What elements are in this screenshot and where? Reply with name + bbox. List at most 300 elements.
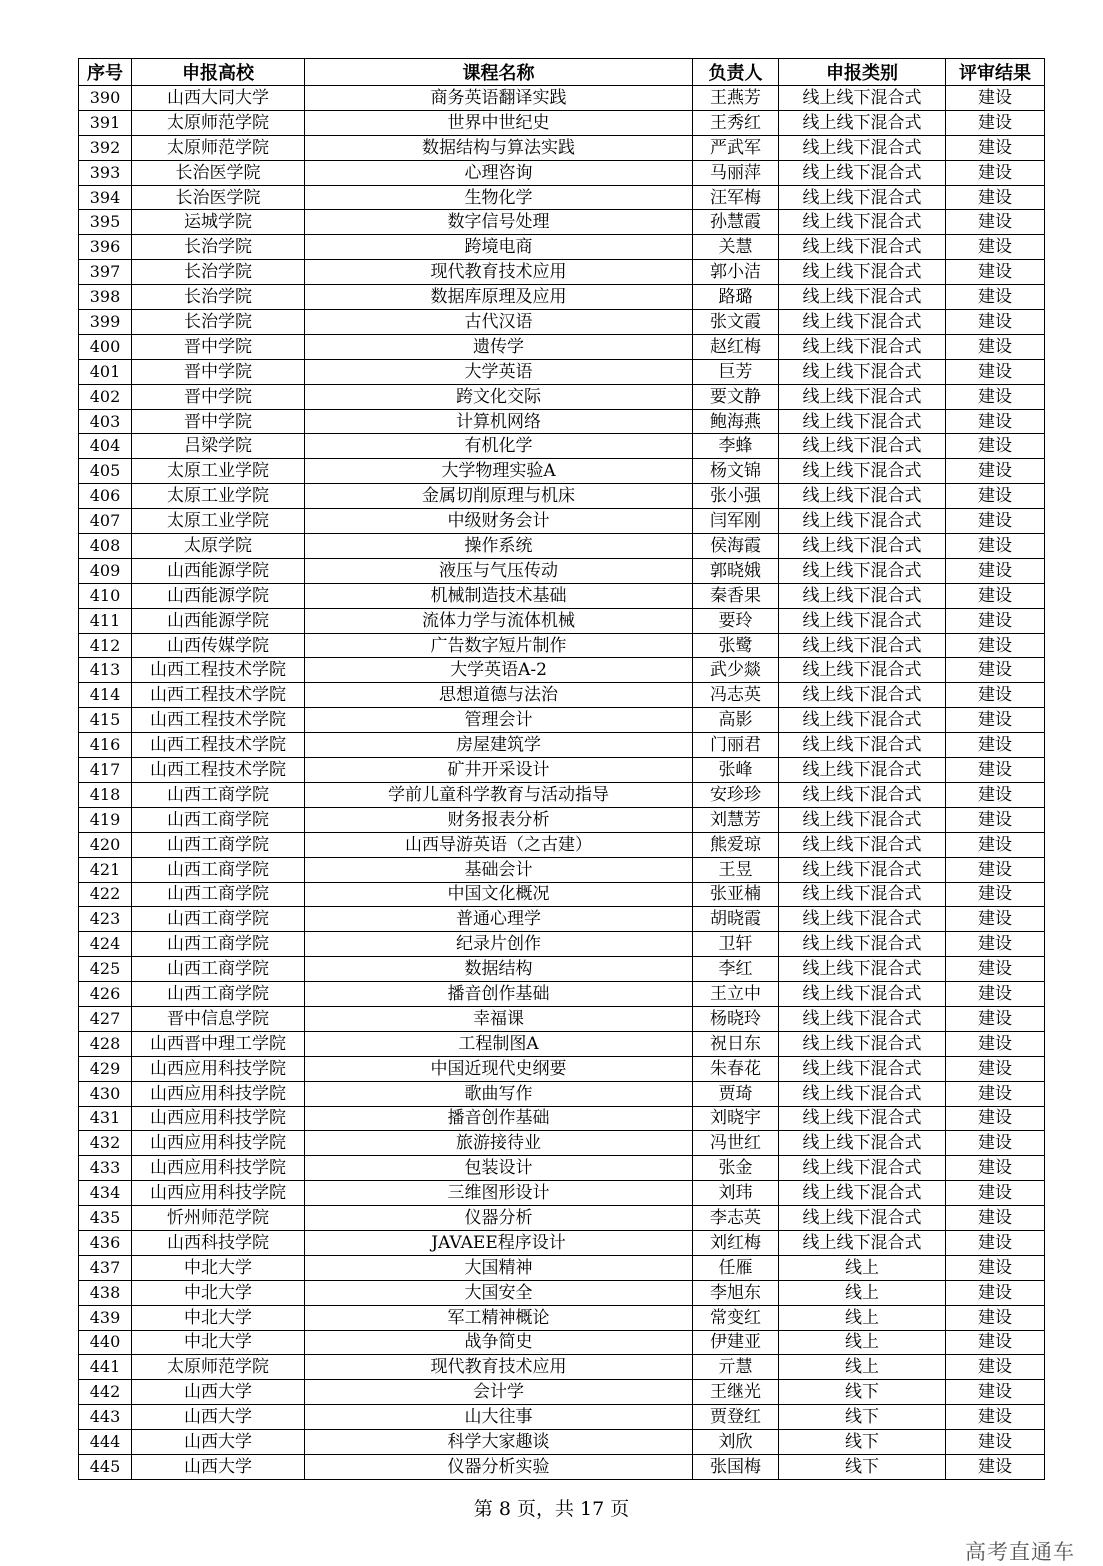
cell-leader: 常变红 — [693, 1305, 779, 1330]
cell-category: 线下 — [779, 1405, 946, 1430]
cell-category: 线上线下混合式 — [779, 708, 946, 733]
cell-index: 439 — [79, 1305, 132, 1330]
cell-university: 山西工商学院 — [132, 982, 305, 1007]
cell-course: 大学物理实验A — [305, 459, 693, 484]
cell-category: 线上线下混合式 — [779, 285, 946, 310]
cell-category: 线上线下混合式 — [779, 160, 946, 185]
cell-leader: 关慧 — [693, 235, 779, 260]
table-row — [79, 807, 1045, 832]
cell-course: 机械制造技术基础 — [305, 583, 693, 608]
cell-course: 工程制图A — [305, 1031, 693, 1056]
cell-category: 线上线下混合式 — [779, 1230, 946, 1255]
cell-course: 液压与气压传动 — [305, 558, 693, 583]
cell-course: 思想道德与法治 — [305, 683, 693, 708]
cell-index: 429 — [79, 1056, 132, 1081]
cell-category: 线上线下混合式 — [779, 135, 946, 160]
cell-course: 房屋建筑学 — [305, 733, 693, 758]
table-row — [79, 534, 1045, 559]
cell-category: 线上线下混合式 — [779, 310, 946, 335]
cell-index: 391 — [79, 110, 132, 135]
cell-university: 长治学院 — [132, 285, 305, 310]
table-row — [79, 782, 1045, 807]
cell-index: 392 — [79, 135, 132, 160]
cell-leader: 冯志英 — [693, 683, 779, 708]
cell-course: 会计学 — [305, 1380, 693, 1405]
cell-result: 建设 — [946, 459, 1045, 484]
cell-university: 太原师范学院 — [132, 135, 305, 160]
cell-category: 线上线下混合式 — [779, 658, 946, 683]
cell-leader: 李红 — [693, 957, 779, 982]
cell-result: 建设 — [946, 1454, 1045, 1479]
cell-result: 建设 — [946, 484, 1045, 509]
header-category: 申报类别 — [779, 59, 946, 86]
cell-course: 战争简史 — [305, 1330, 693, 1355]
cell-leader: 刘玮 — [693, 1181, 779, 1206]
cell-leader: 王昱 — [693, 857, 779, 882]
cell-result: 建设 — [946, 683, 1045, 708]
cell-university: 山西应用科技学院 — [132, 1181, 305, 1206]
cell-university: 山西科技学院 — [132, 1230, 305, 1255]
cell-leader: 闫军刚 — [693, 509, 779, 534]
cell-result: 建设 — [946, 409, 1045, 434]
cell-leader: 要玲 — [693, 608, 779, 633]
table-row — [79, 1230, 1045, 1255]
cell-category: 线上线下混合式 — [779, 758, 946, 783]
table-row — [79, 260, 1045, 285]
cell-course: 播音创作基础 — [305, 1106, 693, 1131]
cell-category: 线上线下混合式 — [779, 608, 946, 633]
cell-result: 建设 — [946, 882, 1045, 907]
cell-university: 山西晋中理工学院 — [132, 1031, 305, 1056]
cell-index: 405 — [79, 459, 132, 484]
cell-leader: 张峰 — [693, 758, 779, 783]
cell-category: 线上线下混合式 — [779, 832, 946, 857]
cell-result: 建设 — [946, 608, 1045, 633]
table-row — [79, 1131, 1045, 1156]
cell-index: 427 — [79, 1006, 132, 1031]
cell-course: 中级财务会计 — [305, 509, 693, 534]
cell-course: 幸福课 — [305, 1006, 693, 1031]
table-row — [79, 683, 1045, 708]
cell-leader: 刘慧芳 — [693, 807, 779, 832]
cell-index: 434 — [79, 1181, 132, 1206]
cell-category: 线上线下混合式 — [779, 907, 946, 932]
cell-category: 线上 — [779, 1355, 946, 1380]
cell-leader: 贾琦 — [693, 1081, 779, 1106]
cell-index: 400 — [79, 334, 132, 359]
cell-course: 现代教育技术应用 — [305, 1355, 693, 1380]
cell-leader: 严武军 — [693, 135, 779, 160]
cell-category: 线上线下混合式 — [779, 334, 946, 359]
table-row — [79, 160, 1045, 185]
cell-leader: 张金 — [693, 1156, 779, 1181]
cell-category: 线上线下混合式 — [779, 1056, 946, 1081]
cell-result: 建设 — [946, 932, 1045, 957]
cell-index: 424 — [79, 932, 132, 957]
cell-category: 线上 — [779, 1280, 946, 1305]
cell-course: 军工精神概论 — [305, 1305, 693, 1330]
cell-index: 397 — [79, 260, 132, 285]
cell-university: 山西工商学院 — [132, 832, 305, 857]
cell-result: 建设 — [946, 359, 1045, 384]
cell-course: 数据结构 — [305, 957, 693, 982]
cell-leader: 王燕芳 — [693, 86, 779, 111]
cell-index: 409 — [79, 558, 132, 583]
cell-leader: 杨晓玲 — [693, 1006, 779, 1031]
cell-university: 山西应用科技学院 — [132, 1156, 305, 1181]
table-row — [79, 310, 1045, 335]
cell-result: 建设 — [946, 832, 1045, 857]
cell-leader: 张亚楠 — [693, 882, 779, 907]
cell-index: 437 — [79, 1255, 132, 1280]
cell-index: 433 — [79, 1156, 132, 1181]
cell-category: 线上线下混合式 — [779, 409, 946, 434]
cell-leader: 李蜂 — [693, 434, 779, 459]
table-row — [79, 185, 1045, 210]
cell-category: 线上线下混合式 — [779, 459, 946, 484]
cell-course: 心理咨询 — [305, 160, 693, 185]
cell-category: 线上线下混合式 — [779, 982, 946, 1007]
cell-result: 建设 — [946, 1330, 1045, 1355]
cell-index: 390 — [79, 86, 132, 111]
table-row — [79, 459, 1045, 484]
cell-result: 建设 — [946, 509, 1045, 534]
cell-index: 413 — [79, 658, 132, 683]
cell-leader: 张小强 — [693, 484, 779, 509]
cell-university: 山西传媒学院 — [132, 633, 305, 658]
cell-index: 418 — [79, 782, 132, 807]
cell-university: 山西大学 — [132, 1405, 305, 1430]
cell-leader: 李志英 — [693, 1206, 779, 1231]
cell-course: 学前儿童科学教育与活动指导 — [305, 782, 693, 807]
cell-index: 422 — [79, 882, 132, 907]
table-row — [79, 932, 1045, 957]
cell-result: 建设 — [946, 708, 1045, 733]
cell-index: 442 — [79, 1380, 132, 1405]
cell-leader: 赵红梅 — [693, 334, 779, 359]
cell-result: 建设 — [946, 782, 1045, 807]
cell-leader: 刘红梅 — [693, 1230, 779, 1255]
table-header-row — [79, 59, 1045, 86]
cell-leader: 巨芳 — [693, 359, 779, 384]
cell-index: 425 — [79, 957, 132, 982]
cell-result: 建设 — [946, 658, 1045, 683]
cell-category: 线上线下混合式 — [779, 359, 946, 384]
cell-result: 建设 — [946, 1131, 1045, 1156]
cell-leader: 王继光 — [693, 1380, 779, 1405]
cell-index: 430 — [79, 1081, 132, 1106]
cell-index: 408 — [79, 534, 132, 559]
cell-category: 线上线下混合式 — [779, 733, 946, 758]
cell-category: 线上线下混合式 — [779, 1081, 946, 1106]
cell-category: 线上线下混合式 — [779, 1156, 946, 1181]
cell-university: 中北大学 — [132, 1305, 305, 1330]
cell-leader: 祝日东 — [693, 1031, 779, 1056]
cell-course: 中国文化概况 — [305, 882, 693, 907]
cell-index: 438 — [79, 1280, 132, 1305]
cell-university: 长治学院 — [132, 235, 305, 260]
table-row — [79, 1405, 1045, 1430]
cell-course: 大国精神 — [305, 1255, 693, 1280]
table-row — [79, 758, 1045, 783]
cell-course: 财务报表分析 — [305, 807, 693, 832]
cell-university: 长治学院 — [132, 260, 305, 285]
cell-university: 山西应用科技学院 — [132, 1106, 305, 1131]
cell-index: 406 — [79, 484, 132, 509]
cell-leader: 门丽君 — [693, 733, 779, 758]
cell-index: 415 — [79, 708, 132, 733]
cell-university: 山西应用科技学院 — [132, 1081, 305, 1106]
cell-index: 440 — [79, 1330, 132, 1355]
cell-leader: 朱春花 — [693, 1056, 779, 1081]
cell-result: 建设 — [946, 135, 1045, 160]
cell-result: 建设 — [946, 210, 1045, 235]
cell-course: 跨境电商 — [305, 235, 693, 260]
cell-result: 建设 — [946, 957, 1045, 982]
cell-result: 建设 — [946, 982, 1045, 1007]
cell-index: 419 — [79, 807, 132, 832]
cell-leader: 刘晓宇 — [693, 1106, 779, 1131]
table-row — [79, 1330, 1045, 1355]
cell-university: 太原工业学院 — [132, 459, 305, 484]
cell-category: 线下 — [779, 1380, 946, 1405]
cell-university: 山西能源学院 — [132, 558, 305, 583]
table-row — [79, 1255, 1045, 1280]
cell-result: 建设 — [946, 857, 1045, 882]
table-row — [79, 135, 1045, 160]
cell-course: 有机化学 — [305, 434, 693, 459]
cell-leader: 王秀红 — [693, 110, 779, 135]
cell-university: 太原师范学院 — [132, 1355, 305, 1380]
cell-result: 建设 — [946, 1156, 1045, 1181]
header-index: 序号 — [79, 59, 132, 86]
cell-leader: 高影 — [693, 708, 779, 733]
cell-university: 晋中信息学院 — [132, 1006, 305, 1031]
cell-result: 建设 — [946, 1230, 1045, 1255]
cell-course: 遗传学 — [305, 334, 693, 359]
cell-university: 山西工程技术学院 — [132, 758, 305, 783]
cell-university: 山西大学 — [132, 1430, 305, 1455]
cell-course: 商务英语翻译实践 — [305, 86, 693, 111]
cell-leader: 安珍珍 — [693, 782, 779, 807]
header-course: 课程名称 — [305, 59, 693, 86]
cell-result: 建设 — [946, 558, 1045, 583]
cell-leader: 刘欣 — [693, 1430, 779, 1455]
cell-university: 山西应用科技学院 — [132, 1056, 305, 1081]
cell-university: 山西工商学院 — [132, 907, 305, 932]
cell-university: 忻州师范学院 — [132, 1206, 305, 1231]
cell-index: 426 — [79, 982, 132, 1007]
cell-leader: 侯海霞 — [693, 534, 779, 559]
table-row — [79, 1156, 1045, 1181]
cell-university: 中北大学 — [132, 1280, 305, 1305]
cell-result: 建设 — [946, 1255, 1045, 1280]
cell-category: 线上线下混合式 — [779, 558, 946, 583]
cell-category: 线上线下混合式 — [779, 633, 946, 658]
cell-result: 建设 — [946, 758, 1045, 783]
cell-index: 417 — [79, 758, 132, 783]
cell-result: 建设 — [946, 235, 1045, 260]
cell-index: 395 — [79, 210, 132, 235]
table-row — [79, 558, 1045, 583]
cell-index: 399 — [79, 310, 132, 335]
cell-category: 线上线下混合式 — [779, 807, 946, 832]
cell-leader: 张文霞 — [693, 310, 779, 335]
cell-course: 世界中世纪史 — [305, 110, 693, 135]
table-row — [79, 1206, 1045, 1231]
table-row — [79, 857, 1045, 882]
cell-leader: 郭小洁 — [693, 260, 779, 285]
cell-leader: 要文静 — [693, 384, 779, 409]
cell-course: 普通心理学 — [305, 907, 693, 932]
table-row — [79, 434, 1045, 459]
table-row — [79, 658, 1045, 683]
cell-course: 歌曲写作 — [305, 1081, 693, 1106]
table-row — [79, 86, 1045, 111]
cell-category: 线上线下混合式 — [779, 932, 946, 957]
cell-course: 流体力学与流体机械 — [305, 608, 693, 633]
cell-leader: 贾登红 — [693, 1405, 779, 1430]
table-row — [79, 1106, 1045, 1131]
cell-university: 太原工业学院 — [132, 484, 305, 509]
cell-university: 山西工商学院 — [132, 857, 305, 882]
cell-category: 线上线下混合式 — [779, 1006, 946, 1031]
cell-category: 线上线下混合式 — [779, 235, 946, 260]
cell-index: 441 — [79, 1355, 132, 1380]
cell-index: 412 — [79, 633, 132, 658]
cell-category: 线上线下混合式 — [779, 1206, 946, 1231]
cell-university: 太原工业学院 — [132, 509, 305, 534]
cell-university: 中北大学 — [132, 1330, 305, 1355]
cell-result: 建设 — [946, 1280, 1045, 1305]
cell-course: 山西导游英语（之古建） — [305, 832, 693, 857]
table-row — [79, 1056, 1045, 1081]
cell-course: 播音创作基础 — [305, 982, 693, 1007]
cell-category: 线上线下混合式 — [779, 484, 946, 509]
table-row — [79, 608, 1045, 633]
cell-leader: 张国梅 — [693, 1454, 779, 1479]
cell-result: 建设 — [946, 1181, 1045, 1206]
table-row — [79, 1430, 1045, 1455]
cell-leader: 秦香果 — [693, 583, 779, 608]
cell-result: 建设 — [946, 285, 1045, 310]
table-row — [79, 509, 1045, 534]
cell-category: 线上线下混合式 — [779, 434, 946, 459]
cell-leader: 鲍海燕 — [693, 409, 779, 434]
cell-university: 长治学院 — [132, 310, 305, 335]
cell-course: 现代教育技术应用 — [305, 260, 693, 285]
cell-result: 建设 — [946, 160, 1045, 185]
cell-university: 山西能源学院 — [132, 583, 305, 608]
cell-index: 407 — [79, 509, 132, 534]
cell-category: 线上线下混合式 — [779, 534, 946, 559]
cell-result: 建设 — [946, 1106, 1045, 1131]
cell-course: 数据库原理及应用 — [305, 285, 693, 310]
cell-course: 大国安全 — [305, 1280, 693, 1305]
cell-result: 建设 — [946, 807, 1045, 832]
cell-index: 394 — [79, 185, 132, 210]
cell-university: 山西工商学院 — [132, 932, 305, 957]
cell-index: 436 — [79, 1230, 132, 1255]
table-row — [79, 1454, 1045, 1479]
course-table — [78, 58, 1045, 1480]
table-row — [79, 1181, 1045, 1206]
cell-category: 线上线下混合式 — [779, 1131, 946, 1156]
cell-result: 建设 — [946, 384, 1045, 409]
cell-index: 414 — [79, 683, 132, 708]
cell-index: 411 — [79, 608, 132, 633]
cell-index: 428 — [79, 1031, 132, 1056]
table-row — [79, 1081, 1045, 1106]
cell-university: 山西大学 — [132, 1454, 305, 1479]
table-row — [79, 708, 1045, 733]
cell-university: 山西大同大学 — [132, 86, 305, 111]
cell-index: 432 — [79, 1131, 132, 1156]
cell-index: 420 — [79, 832, 132, 857]
cell-course: 古代汉语 — [305, 310, 693, 335]
cell-index: 410 — [79, 583, 132, 608]
cell-university: 山西能源学院 — [132, 608, 305, 633]
cell-course: 纪录片创作 — [305, 932, 693, 957]
cell-course: 三维图形设计 — [305, 1181, 693, 1206]
cell-leader: 胡晓霞 — [693, 907, 779, 932]
cell-index: 401 — [79, 359, 132, 384]
cell-university: 晋中学院 — [132, 384, 305, 409]
table-row — [79, 384, 1045, 409]
cell-result: 建设 — [946, 534, 1045, 559]
cell-result: 建设 — [946, 1305, 1045, 1330]
cell-category: 线上线下混合式 — [779, 782, 946, 807]
cell-course: 仪器分析实验 — [305, 1454, 693, 1479]
cell-result: 建设 — [946, 110, 1045, 135]
cell-leader: 郭晓娥 — [693, 558, 779, 583]
cell-index: 402 — [79, 384, 132, 409]
cell-course: 大学英语A-2 — [305, 658, 693, 683]
cell-index: 431 — [79, 1106, 132, 1131]
table-row — [79, 1355, 1045, 1380]
cell-result: 建设 — [946, 1031, 1045, 1056]
cell-university: 吕梁学院 — [132, 434, 305, 459]
table-row — [79, 982, 1045, 1007]
cell-index: 444 — [79, 1430, 132, 1455]
cell-leader: 伊建亚 — [693, 1330, 779, 1355]
cell-category: 线上 — [779, 1330, 946, 1355]
cell-university: 山西工商学院 — [132, 782, 305, 807]
table-row — [79, 359, 1045, 384]
cell-university: 晋中学院 — [132, 359, 305, 384]
cell-category: 线上线下混合式 — [779, 857, 946, 882]
cell-category: 线上线下混合式 — [779, 384, 946, 409]
cell-course: 计算机网络 — [305, 409, 693, 434]
cell-course: 广告数字短片制作 — [305, 633, 693, 658]
cell-index: 423 — [79, 907, 132, 932]
cell-university: 山西工程技术学院 — [132, 733, 305, 758]
cell-university: 太原学院 — [132, 534, 305, 559]
table-row — [79, 907, 1045, 932]
cell-result: 建设 — [946, 1206, 1045, 1231]
cell-course: 中国近现代史纲要 — [305, 1056, 693, 1081]
cell-category: 线上 — [779, 1305, 946, 1330]
cell-result: 建设 — [946, 733, 1045, 758]
cell-category: 线上线下混合式 — [779, 1181, 946, 1206]
table-row — [79, 583, 1045, 608]
cell-leader: 任雁 — [693, 1255, 779, 1280]
page-number: 第 8 页，共 17 页 — [473, 1498, 630, 1520]
table-row — [79, 210, 1045, 235]
cell-result: 建设 — [946, 1405, 1045, 1430]
table-row — [79, 1280, 1045, 1305]
header-result: 评审结果 — [946, 59, 1045, 86]
